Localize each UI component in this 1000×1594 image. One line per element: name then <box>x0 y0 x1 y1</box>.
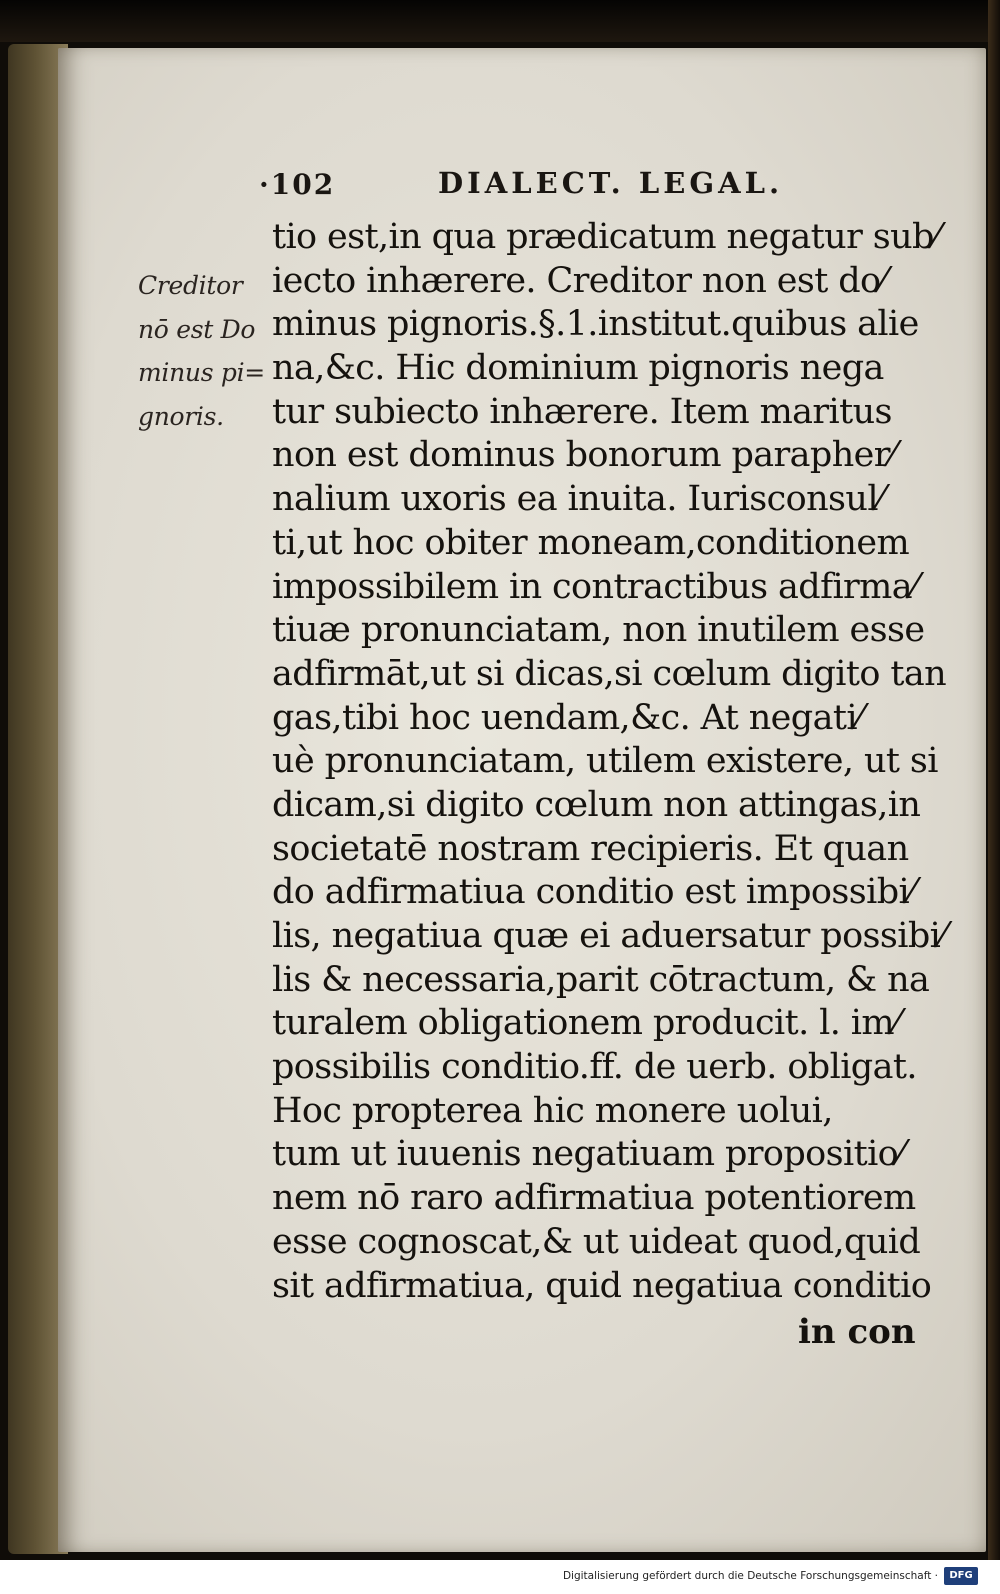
text-line: nalium uxoris ea inuita. Iurisconsul⁄ <box>272 479 884 520</box>
marginal-note <box>138 264 270 438</box>
marginal-note-line: Creditor <box>138 271 243 300</box>
page-number: ·102 <box>259 168 336 201</box>
text-line: minus pignoris.§.1.institut.quibus alie <box>272 304 919 345</box>
text-line: sit adfirmatiua, quid negatiua conditio <box>272 1265 932 1306</box>
text-line: possibilis conditio.ff. de uerb. obligat. <box>272 1047 917 1088</box>
text-line: esse cognoscat,& ut uideat quod,quid <box>272 1221 921 1262</box>
text-line: adfirmāt,ut si dicas,si cœlum digito tan <box>272 653 947 694</box>
funding-credit: Digitalisierung gefördert durch die Deutsche Forschungsgemeinschaft · <box>562 1570 938 1582</box>
body-text <box>272 216 947 1308</box>
scan-background <box>0 0 1000 42</box>
dfg-logo-icon: DFG <box>944 1567 978 1585</box>
text-line: na,&c. Hic dominium pignoris nega <box>272 348 884 389</box>
text-line: tur subiecto inhærere. Item maritus <box>272 391 892 432</box>
text-line: tiuæ pronunciatam, non inutilem esse <box>272 610 925 651</box>
book-edge-right <box>988 0 1000 1560</box>
text-line: Hoc propterea hic monere uolui, <box>272 1090 833 1131</box>
catchword: in con <box>798 1312 916 1352</box>
text-line: lis & necessaria,parit cōtractum, & na <box>272 959 930 1000</box>
marginal-note-line: minus pi= <box>138 358 265 387</box>
text-line: iecto inhærere. Creditor non est do⁄ <box>272 260 886 301</box>
text-line: turalem obligationem producit. l. im⁄ <box>272 1003 900 1044</box>
text-line: tum ut iuuenis negatiuam propositio⁄ <box>272 1134 904 1175</box>
text-line: nem nō raro adfirmatiua potentiorem <box>272 1178 916 1219</box>
text-line: uè pronunciatam, utilem existere, ut si <box>272 741 938 782</box>
text-line: tio est,in qua prædicatum negatur sub⁄ <box>272 217 940 257</box>
text-line: ti,ut hoc obiter moneam,conditionem <box>272 522 910 563</box>
running-head: DIALECT. LEGAL. <box>438 166 784 200</box>
text-line: societatē nostram recipieris. Et quan <box>272 828 909 869</box>
text-line: impossibilem in contractibus adfirma⁄ <box>272 566 918 607</box>
text-line: dicam,si digito cœlum non attingas,in <box>272 784 921 825</box>
text-line: lis, negatiua quæ ei aduersatur possibi⁄ <box>272 916 946 956</box>
marginal-note-line: nō est Do <box>138 314 256 344</box>
text-line: do adfirmatiua conditio est impossibi⁄ <box>272 872 915 913</box>
text-line: gas,tibi hoc uendam,&c. At negati⁄ <box>272 697 863 738</box>
marginal-note-line: gnoris. <box>138 401 224 431</box>
text-line: non est dominus bonorum parapher⁄ <box>272 435 896 476</box>
